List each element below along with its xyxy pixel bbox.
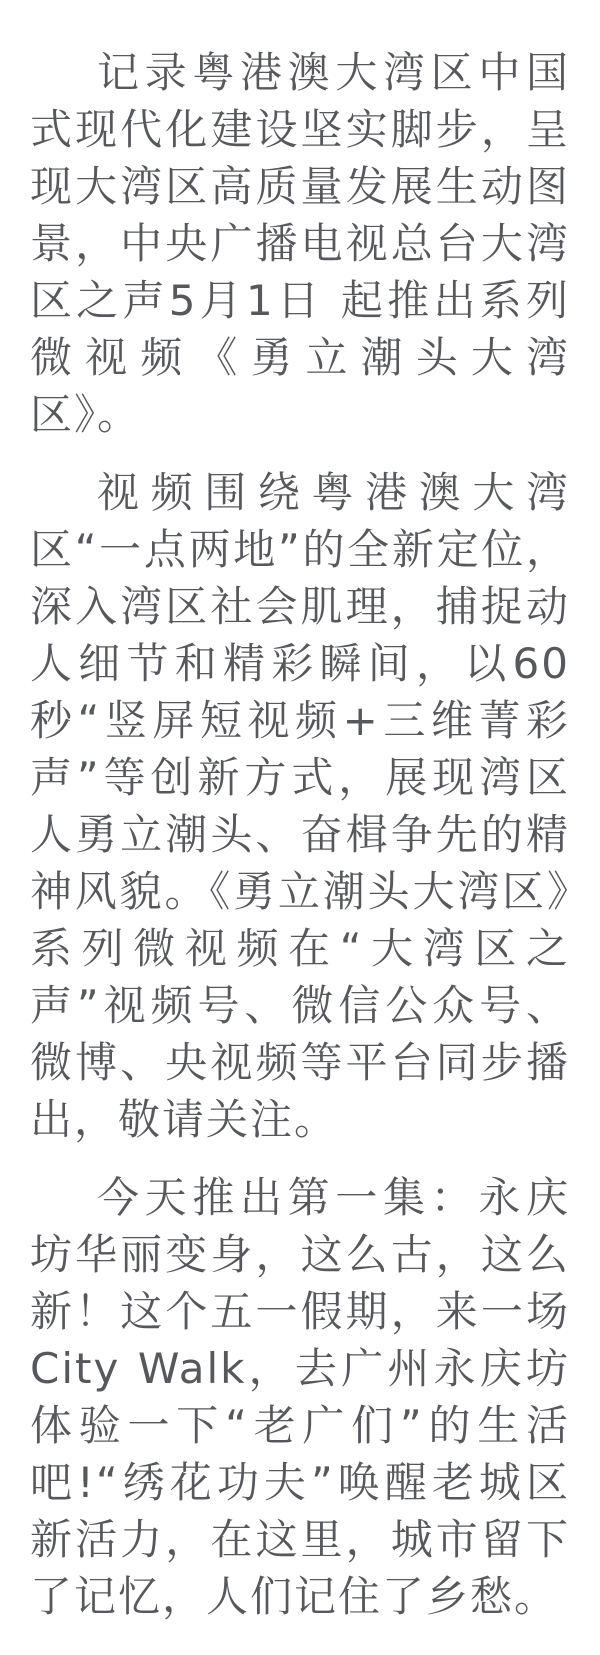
article-paragraph: 视频围绕粤港澳大湾区“一点两地”的全新定位，深入湾区社会肌理，捕捉动人细节和精彩瞬间，以60 秒“竖屏短视频+三维菁彩声”等创新方式，展现湾区人勇立潮头、奋楫争先的精神风貌。《勇立潮头大湾区》系列微视频在“大湾区之声”视频号、微信公众号、微博、央视频等平台同步播出，敬请关注。 <box>30 468 570 1144</box>
article-paragraph: 记录粤港澳大湾区中国式现代化建设坚实脚步，呈现大湾区高质量发展生动图景，中央广播电视总台大湾区之声5月1日 起推出系列微视频《勇立潮头大湾区》。 <box>30 48 570 439</box>
article-paragraph: 今天推出第一集：永庆坊华丽变身，这么古，这么新！这个五一假期，来一场 City Walk，去广州永庆坊体验一下“老广们”的生活吧!“绣花功夫”唤醒老城区新活力，在这里，城市留下了记忆，人们记住了乡愁。 <box>30 1173 570 1621</box>
